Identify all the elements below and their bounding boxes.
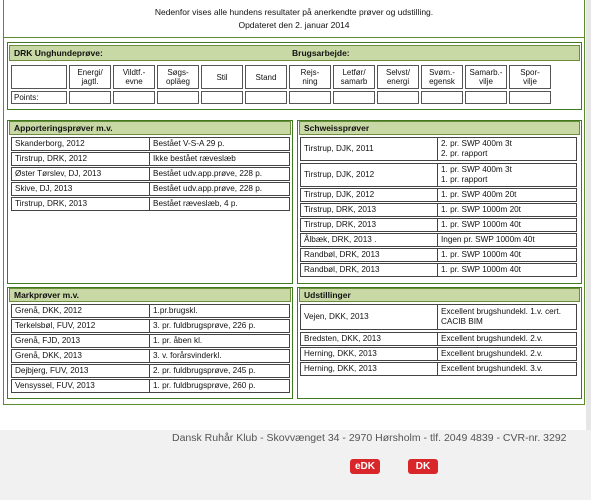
footer-text: Dansk Ruhår Klub - Skovvænget 34 - 2970 Hørsholm - tlf. 2049 4839 - CVR-nr. 3292 — [172, 432, 567, 444]
row-place: Tirstrup, DRK, 2013 — [304, 205, 377, 214]
row-place: Grenå, FJD, 2013 — [15, 336, 81, 345]
drk-column-header: Letfør/ samarb — [333, 65, 375, 89]
drk-points-cell — [201, 91, 243, 104]
table-row — [11, 182, 290, 196]
row-result: 1.pr.brugskl. — [149, 305, 289, 317]
udstillinger-header: Udstillinger — [299, 288, 580, 302]
scrollbar[interactable] — [586, 0, 591, 430]
row-result: Bestået ræveslæb, 4 p. — [149, 198, 289, 210]
apportering-header: Apporteringsprøver m.v. — [9, 121, 291, 135]
row-place: Tirstrup, DRK, 2013 — [304, 220, 377, 229]
row-place: Terkelsbøl, FUV, 2012 — [15, 321, 96, 330]
drk-points-cell — [157, 91, 199, 104]
table-row — [300, 304, 577, 330]
drk-column-header: Spor- vilje — [509, 65, 551, 89]
row-result: Ingen pr. SWP 1000m 40t — [437, 234, 576, 246]
intro-line-1: Nedenfor vises alle hundens resultater på anerkendte prøver og udstilling. — [154, 7, 434, 17]
row-result: 1. pr. SWP 400m 20t — [437, 189, 576, 201]
row-place: Grenå, DKK, 2013 — [15, 351, 82, 360]
row-place: Grenå, DKK, 2012 — [15, 306, 82, 315]
row-place: Ålbæk, DRK, 2013 . — [304, 235, 377, 244]
drk-column-header: Samarb.- vilje — [465, 65, 507, 89]
table-row — [300, 163, 577, 187]
drk-column-header: Vildtf.- evne — [113, 65, 155, 89]
row-result: 1. pr. SWP 1000m 40t — [437, 264, 576, 276]
table-row — [11, 304, 290, 318]
table-row — [300, 362, 577, 376]
drk-column-header: Svøm.- egensk — [421, 65, 463, 89]
row-place: Tirstrup, DJK, 2011 — [304, 144, 374, 153]
row-result: Bestået V-S-A 29 p. — [149, 138, 289, 150]
row-result: 1. pr. SWP 1000m 40t — [437, 249, 576, 261]
row-result: 3. v. forårsvinderkl. — [149, 350, 289, 362]
row-result: Bestået udv.app.prøve, 228 p. — [149, 183, 289, 195]
row-result: 1. pr. åben kl. — [149, 335, 289, 347]
intro-text — [4, 6, 584, 32]
drk-points-cell — [245, 91, 287, 104]
table-row — [300, 218, 577, 232]
row-result: 3. pr. fuldbrugsprøve, 226 p. — [149, 320, 289, 332]
intro-line-2: Opdateret den 2. januar 2014 — [238, 20, 350, 30]
table-row — [11, 364, 290, 378]
row-result: Excellent brugshundekl. 2.v. — [437, 348, 576, 360]
drk-column-header: Stil — [201, 65, 243, 89]
table-row — [11, 152, 290, 166]
row-place: Bredsten, DKK, 2013 — [304, 334, 381, 343]
schweiss-header: Schweissprøver — [299, 121, 580, 135]
row-place: Tirstrup, DJK, 2012 — [304, 170, 375, 179]
drk-column-header: Søgs- opläeg — [157, 65, 199, 89]
table-row — [300, 188, 577, 202]
row-place: Skanderborg, 2012 — [15, 139, 85, 148]
row-result: Excellent brugshundekl. 2.v. — [437, 333, 576, 345]
table-row — [300, 347, 577, 361]
drk-column-header: Selvst/ energi — [377, 65, 419, 89]
row-place: Øster Tørslev, DJ, 2013 — [15, 169, 102, 178]
table-row — [11, 319, 290, 333]
drk-points-cell — [113, 91, 155, 104]
table-row — [300, 203, 577, 217]
table-row — [11, 379, 290, 393]
table-row — [300, 248, 577, 262]
table-row — [11, 349, 290, 363]
row-result: 1. pr. SWP 1000m 40t — [437, 219, 576, 231]
row-place: Vensyssel, FUV, 2013 — [15, 381, 95, 390]
drk-column-header: Stand — [245, 65, 287, 89]
table-row — [11, 137, 290, 151]
row-result: Excellent brugshundekl. 1.v. cert. CACIB BIM — [437, 305, 576, 329]
dk-logo[interactable]: DK — [408, 459, 438, 474]
table-row — [11, 167, 290, 181]
table-row — [300, 137, 577, 161]
row-place: Randbøl, DRK, 2013 — [304, 250, 380, 259]
drk-column-header: Energi/ jagtl. — [69, 65, 111, 89]
row-result: 1. pr. fuldbrugsprøve, 260 p. — [149, 380, 289, 392]
drk-points-cell — [421, 91, 463, 104]
row-result: 2. pr. fuldbrugsprøve, 245 p. — [149, 365, 289, 377]
row-place: Herning, DKK, 2013 — [304, 364, 377, 373]
row-place: Tirstrup, DRK, 2013 — [15, 199, 88, 208]
row-result: Ikke bestået ræveslæb — [149, 153, 289, 165]
drk-points-cell — [333, 91, 375, 104]
drk-title: DRK Unghundeprøve: — [14, 48, 103, 58]
row-result: Bestået udv.app.prøve, 228 p. — [149, 168, 289, 180]
table-row — [300, 332, 577, 346]
mark-header: Markprøver m.v. — [9, 288, 291, 302]
table-row — [11, 334, 290, 348]
table-row — [11, 197, 290, 211]
row-result: 2. pr. SWP 400m 3t 2. pr. rapport — [437, 138, 576, 160]
drk-points-cell — [69, 91, 111, 104]
drk-points-cell — [465, 91, 507, 104]
row-place: Randbøl, DRK, 2013 — [304, 265, 380, 274]
points-label: Points: — [11, 91, 67, 104]
drk-points-cell — [377, 91, 419, 104]
row-place: Tirstrup, DRK, 2012 — [15, 154, 88, 163]
drk-points-cell — [509, 91, 551, 104]
table-row — [300, 233, 577, 247]
edk-logo[interactable]: eDK — [350, 459, 380, 474]
row-place: Dejbjerg, FUV, 2013 — [15, 366, 89, 375]
table-row — [300, 263, 577, 277]
row-place: Tirstrup, DJK, 2012 — [304, 190, 375, 199]
drk-header-blank — [11, 65, 67, 89]
divider — [4, 37, 584, 38]
row-result: 1. pr. SWP 400m 3t 1. pr. rapport — [437, 164, 576, 186]
row-result: Excellent brugshundekl. 3.v. — [437, 363, 576, 375]
row-result: 1. pr. SWP 1000m 20t — [437, 204, 576, 216]
row-place: Vejen, DKK, 2013 — [304, 312, 369, 321]
row-place: Skive, DJ, 2013 — [15, 184, 73, 193]
drk-header — [9, 45, 580, 61]
drk-points-cell — [289, 91, 331, 104]
brugsarbejde-title: Brugsarbejde: — [292, 48, 350, 58]
row-place: Herning, DKK, 2013 — [304, 349, 377, 358]
drk-column-header: Rejs- ning — [289, 65, 331, 89]
